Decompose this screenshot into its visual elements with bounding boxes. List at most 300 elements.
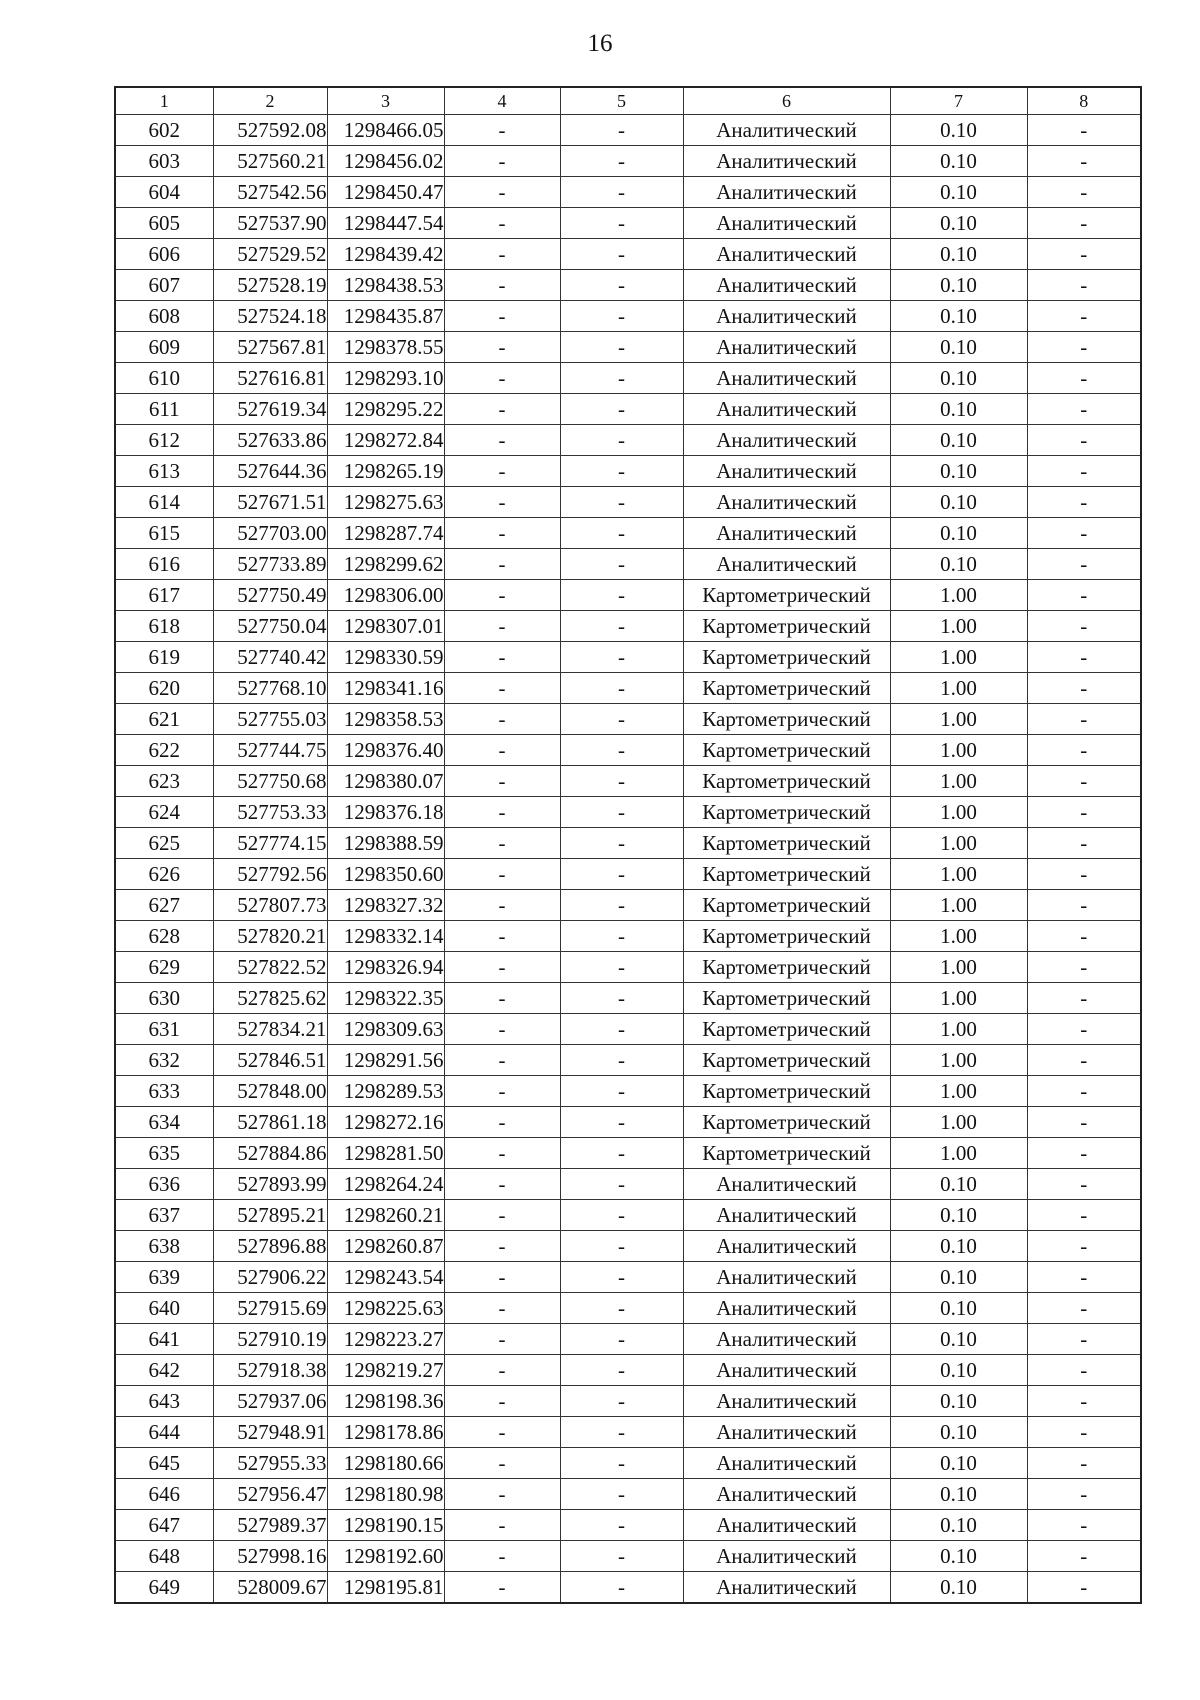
accuracy-cell: 1.00 bbox=[890, 642, 1027, 673]
method-cell: Аналитический bbox=[683, 1355, 890, 1386]
x-coordinate-cell: 527750.49 bbox=[213, 580, 327, 611]
column-5-cell: - bbox=[560, 642, 683, 673]
column-4-cell: - bbox=[444, 859, 560, 890]
column-4-cell: - bbox=[444, 1510, 560, 1541]
table-row bbox=[115, 1479, 1141, 1510]
accuracy-cell: 0.10 bbox=[890, 146, 1027, 177]
method-cell: Аналитический bbox=[683, 208, 890, 239]
accuracy-cell: 1.00 bbox=[890, 1107, 1027, 1138]
method-cell: Картометрический bbox=[683, 859, 890, 890]
column-8-cell: - bbox=[1027, 1200, 1141, 1231]
column-5-cell: - bbox=[560, 394, 683, 425]
method-cell: Аналитический bbox=[683, 363, 890, 394]
method-cell: Аналитический bbox=[683, 1572, 890, 1604]
column-4-cell: - bbox=[444, 890, 560, 921]
y-coordinate-cell: 1298466.05 bbox=[327, 115, 444, 146]
column-5-cell: - bbox=[560, 363, 683, 394]
column-4-cell: - bbox=[444, 1231, 560, 1262]
column-4-cell: - bbox=[444, 301, 560, 332]
column-4-cell: - bbox=[444, 115, 560, 146]
table-row bbox=[115, 1293, 1141, 1324]
table-row bbox=[115, 1076, 1141, 1107]
x-coordinate-cell: 527768.10 bbox=[213, 673, 327, 704]
table-row bbox=[115, 766, 1141, 797]
column-5-cell: - bbox=[560, 766, 683, 797]
column-5-cell: - bbox=[560, 425, 683, 456]
point-number-cell: 604 bbox=[115, 177, 213, 208]
column-4-cell: - bbox=[444, 1293, 560, 1324]
method-cell: Аналитический bbox=[683, 1293, 890, 1324]
method-cell: Картометрический bbox=[683, 921, 890, 952]
method-cell: Аналитический bbox=[683, 518, 890, 549]
table-row bbox=[115, 952, 1141, 983]
column-8-cell: - bbox=[1027, 673, 1141, 704]
column-5-cell: - bbox=[560, 208, 683, 239]
x-coordinate-cell: 527989.37 bbox=[213, 1510, 327, 1541]
point-number-cell: 626 bbox=[115, 859, 213, 890]
column-8-cell: - bbox=[1027, 1386, 1141, 1417]
y-coordinate-cell: 1298291.56 bbox=[327, 1045, 444, 1076]
method-cell: Аналитический bbox=[683, 1262, 890, 1293]
column-4-cell: - bbox=[444, 208, 560, 239]
table-row bbox=[115, 580, 1141, 611]
column-4-cell: - bbox=[444, 1355, 560, 1386]
point-number-cell: 625 bbox=[115, 828, 213, 859]
method-cell: Аналитический bbox=[683, 1324, 890, 1355]
column-5-cell: - bbox=[560, 890, 683, 921]
column-4-cell: - bbox=[444, 239, 560, 270]
column-4-cell: - bbox=[444, 425, 560, 456]
point-number-cell: 621 bbox=[115, 704, 213, 735]
x-coordinate-cell: 527592.08 bbox=[213, 115, 327, 146]
accuracy-cell: 0.10 bbox=[890, 301, 1027, 332]
column-5-cell: - bbox=[560, 828, 683, 859]
y-coordinate-cell: 1298289.53 bbox=[327, 1076, 444, 1107]
table-row bbox=[115, 642, 1141, 673]
column-4-cell: - bbox=[444, 1107, 560, 1138]
x-coordinate-cell: 527528.19 bbox=[213, 270, 327, 301]
accuracy-cell: 0.10 bbox=[890, 549, 1027, 580]
method-cell: Аналитический bbox=[683, 1479, 890, 1510]
y-coordinate-cell: 1298358.53 bbox=[327, 704, 444, 735]
y-coordinate-cell: 1298380.07 bbox=[327, 766, 444, 797]
point-number-cell: 608 bbox=[115, 301, 213, 332]
accuracy-cell: 0.10 bbox=[890, 1572, 1027, 1604]
column-4-cell: - bbox=[444, 270, 560, 301]
table-row bbox=[115, 1324, 1141, 1355]
method-cell: Картометрический bbox=[683, 704, 890, 735]
point-number-cell: 643 bbox=[115, 1386, 213, 1417]
table-row bbox=[115, 239, 1141, 270]
column-5-cell: - bbox=[560, 1572, 683, 1604]
column-5-cell: - bbox=[560, 1200, 683, 1231]
y-coordinate-cell: 1298265.19 bbox=[327, 456, 444, 487]
column-8-cell: - bbox=[1027, 1169, 1141, 1200]
x-coordinate-cell: 527703.00 bbox=[213, 518, 327, 549]
column-4-cell: - bbox=[444, 1076, 560, 1107]
y-coordinate-cell: 1298306.00 bbox=[327, 580, 444, 611]
x-coordinate-cell: 527848.00 bbox=[213, 1076, 327, 1107]
accuracy-cell: 1.00 bbox=[890, 580, 1027, 611]
x-coordinate-cell: 527910.19 bbox=[213, 1324, 327, 1355]
y-coordinate-cell: 1298192.60 bbox=[327, 1541, 444, 1572]
column-5-cell: - bbox=[560, 952, 683, 983]
y-coordinate-cell: 1298435.87 bbox=[327, 301, 444, 332]
column-5-cell: - bbox=[560, 1014, 683, 1045]
point-number-cell: 611 bbox=[115, 394, 213, 425]
table-row bbox=[115, 549, 1141, 580]
column-4-cell: - bbox=[444, 704, 560, 735]
accuracy-cell: 1.00 bbox=[890, 704, 1027, 735]
column-4-cell: - bbox=[444, 642, 560, 673]
accuracy-cell: 1.00 bbox=[890, 1138, 1027, 1169]
column-5-cell: - bbox=[560, 1262, 683, 1293]
accuracy-cell: 1.00 bbox=[890, 735, 1027, 766]
y-coordinate-cell: 1298260.21 bbox=[327, 1200, 444, 1231]
y-coordinate-cell: 1298281.50 bbox=[327, 1138, 444, 1169]
x-coordinate-cell: 527956.47 bbox=[213, 1479, 327, 1510]
method-cell: Картометрический bbox=[683, 735, 890, 766]
table-row bbox=[115, 1262, 1141, 1293]
accuracy-cell: 0.10 bbox=[890, 239, 1027, 270]
column-8-cell: - bbox=[1027, 518, 1141, 549]
point-number-cell: 615 bbox=[115, 518, 213, 549]
method-cell: Аналитический bbox=[683, 1541, 890, 1572]
accuracy-cell: 1.00 bbox=[890, 828, 1027, 859]
column-8-cell: - bbox=[1027, 704, 1141, 735]
accuracy-cell: 0.10 bbox=[890, 1448, 1027, 1479]
point-number-cell: 635 bbox=[115, 1138, 213, 1169]
method-cell: Картометрический bbox=[683, 673, 890, 704]
point-number-cell: 614 bbox=[115, 487, 213, 518]
accuracy-cell: 1.00 bbox=[890, 983, 1027, 1014]
column-5-cell: - bbox=[560, 1386, 683, 1417]
column-header-5: 5 bbox=[560, 87, 683, 115]
point-number-cell: 638 bbox=[115, 1231, 213, 1262]
method-cell: Аналитический bbox=[683, 239, 890, 270]
x-coordinate-cell: 527560.21 bbox=[213, 146, 327, 177]
x-coordinate-cell: 527834.21 bbox=[213, 1014, 327, 1045]
column-4-cell: - bbox=[444, 1138, 560, 1169]
y-coordinate-cell: 1298272.84 bbox=[327, 425, 444, 456]
y-coordinate-cell: 1298341.16 bbox=[327, 673, 444, 704]
table-header-row bbox=[115, 87, 1141, 115]
point-number-cell: 629 bbox=[115, 952, 213, 983]
column-8-cell: - bbox=[1027, 549, 1141, 580]
accuracy-cell: 0.10 bbox=[890, 1541, 1027, 1572]
y-coordinate-cell: 1298376.18 bbox=[327, 797, 444, 828]
method-cell: Картометрический bbox=[683, 1076, 890, 1107]
y-coordinate-cell: 1298219.27 bbox=[327, 1355, 444, 1386]
point-number-cell: 640 bbox=[115, 1293, 213, 1324]
column-8-cell: - bbox=[1027, 208, 1141, 239]
column-5-cell: - bbox=[560, 332, 683, 363]
column-8-cell: - bbox=[1027, 332, 1141, 363]
y-coordinate-cell: 1298198.36 bbox=[327, 1386, 444, 1417]
method-cell: Картометрический bbox=[683, 1107, 890, 1138]
column-4-cell: - bbox=[444, 952, 560, 983]
column-8-cell: - bbox=[1027, 1107, 1141, 1138]
accuracy-cell: 0.10 bbox=[890, 1169, 1027, 1200]
point-number-cell: 607 bbox=[115, 270, 213, 301]
column-header-1: 1 bbox=[115, 87, 213, 115]
x-coordinate-cell: 527744.75 bbox=[213, 735, 327, 766]
column-4-cell: - bbox=[444, 921, 560, 952]
column-8-cell: - bbox=[1027, 270, 1141, 301]
x-coordinate-cell: 527998.16 bbox=[213, 1541, 327, 1572]
column-8-cell: - bbox=[1027, 642, 1141, 673]
column-8-cell: - bbox=[1027, 797, 1141, 828]
column-5-cell: - bbox=[560, 177, 683, 208]
x-coordinate-cell: 527750.04 bbox=[213, 611, 327, 642]
table-row bbox=[115, 208, 1141, 239]
point-number-cell: 624 bbox=[115, 797, 213, 828]
table-row bbox=[115, 394, 1141, 425]
point-number-cell: 631 bbox=[115, 1014, 213, 1045]
column-8-cell: - bbox=[1027, 580, 1141, 611]
column-5-cell: - bbox=[560, 1045, 683, 1076]
accuracy-cell: 1.00 bbox=[890, 673, 1027, 704]
point-number-cell: 644 bbox=[115, 1417, 213, 1448]
column-4-cell: - bbox=[444, 1200, 560, 1231]
y-coordinate-cell: 1298439.42 bbox=[327, 239, 444, 270]
table-row bbox=[115, 332, 1141, 363]
x-coordinate-cell: 527893.99 bbox=[213, 1169, 327, 1200]
table-row bbox=[115, 1541, 1141, 1572]
column-8-cell: - bbox=[1027, 146, 1141, 177]
accuracy-cell: 1.00 bbox=[890, 1045, 1027, 1076]
x-coordinate-cell: 527755.03 bbox=[213, 704, 327, 735]
column-8-cell: - bbox=[1027, 952, 1141, 983]
column-5-cell: - bbox=[560, 1479, 683, 1510]
column-8-cell: - bbox=[1027, 859, 1141, 890]
y-coordinate-cell: 1298327.32 bbox=[327, 890, 444, 921]
method-cell: Аналитический bbox=[683, 549, 890, 580]
x-coordinate-cell: 527567.81 bbox=[213, 332, 327, 363]
method-cell: Аналитический bbox=[683, 115, 890, 146]
column-4-cell: - bbox=[444, 1324, 560, 1355]
point-number-cell: 606 bbox=[115, 239, 213, 270]
method-cell: Картометрический bbox=[683, 952, 890, 983]
y-coordinate-cell: 1298330.59 bbox=[327, 642, 444, 673]
point-number-cell: 646 bbox=[115, 1479, 213, 1510]
method-cell: Аналитический bbox=[683, 456, 890, 487]
x-coordinate-cell: 527896.88 bbox=[213, 1231, 327, 1262]
accuracy-cell: 0.10 bbox=[890, 1386, 1027, 1417]
table-row bbox=[115, 1138, 1141, 1169]
column-5-cell: - bbox=[560, 1076, 683, 1107]
method-cell: Аналитический bbox=[683, 394, 890, 425]
column-4-cell: - bbox=[444, 1014, 560, 1045]
x-coordinate-cell: 527820.21 bbox=[213, 921, 327, 952]
column-header-8: 8 bbox=[1027, 87, 1141, 115]
table-row bbox=[115, 1417, 1141, 1448]
accuracy-cell: 0.10 bbox=[890, 394, 1027, 425]
column-8-cell: - bbox=[1027, 1479, 1141, 1510]
accuracy-cell: 0.10 bbox=[890, 177, 1027, 208]
table-row bbox=[115, 735, 1141, 766]
column-8-cell: - bbox=[1027, 363, 1141, 394]
table-row bbox=[115, 1014, 1141, 1045]
point-number-cell: 637 bbox=[115, 1200, 213, 1231]
y-coordinate-cell: 1298195.81 bbox=[327, 1572, 444, 1604]
y-coordinate-cell: 1298326.94 bbox=[327, 952, 444, 983]
x-coordinate-cell: 527537.90 bbox=[213, 208, 327, 239]
column-4-cell: - bbox=[444, 549, 560, 580]
column-5-cell: - bbox=[560, 1355, 683, 1386]
y-coordinate-cell: 1298309.63 bbox=[327, 1014, 444, 1045]
point-number-cell: 618 bbox=[115, 611, 213, 642]
column-4-cell: - bbox=[444, 363, 560, 394]
table-row bbox=[115, 518, 1141, 549]
point-number-cell: 649 bbox=[115, 1572, 213, 1604]
x-coordinate-cell: 527822.52 bbox=[213, 952, 327, 983]
point-number-cell: 617 bbox=[115, 580, 213, 611]
x-coordinate-cell: 527792.56 bbox=[213, 859, 327, 890]
table-row bbox=[115, 1169, 1141, 1200]
point-number-cell: 633 bbox=[115, 1076, 213, 1107]
column-5-cell: - bbox=[560, 239, 683, 270]
y-coordinate-cell: 1298350.60 bbox=[327, 859, 444, 890]
table-row bbox=[115, 177, 1141, 208]
accuracy-cell: 0.10 bbox=[890, 363, 1027, 394]
y-coordinate-cell: 1298293.10 bbox=[327, 363, 444, 394]
table-row bbox=[115, 828, 1141, 859]
accuracy-cell: 0.10 bbox=[890, 1262, 1027, 1293]
method-cell: Картометрический bbox=[683, 1014, 890, 1045]
column-8-cell: - bbox=[1027, 1262, 1141, 1293]
accuracy-cell: 1.00 bbox=[890, 890, 1027, 921]
method-cell: Аналитический bbox=[683, 1169, 890, 1200]
column-4-cell: - bbox=[444, 487, 560, 518]
accuracy-cell: 1.00 bbox=[890, 859, 1027, 890]
column-4-cell: - bbox=[444, 1479, 560, 1510]
table-row bbox=[115, 704, 1141, 735]
accuracy-cell: 0.10 bbox=[890, 1231, 1027, 1262]
accuracy-cell: 0.10 bbox=[890, 270, 1027, 301]
x-coordinate-cell: 527633.86 bbox=[213, 425, 327, 456]
accuracy-cell: 0.10 bbox=[890, 1479, 1027, 1510]
x-coordinate-cell: 527733.89 bbox=[213, 549, 327, 580]
method-cell: Картометрический bbox=[683, 611, 890, 642]
column-4-cell: - bbox=[444, 1169, 560, 1200]
y-coordinate-cell: 1298376.40 bbox=[327, 735, 444, 766]
column-8-cell: - bbox=[1027, 890, 1141, 921]
column-5-cell: - bbox=[560, 301, 683, 332]
method-cell: Картометрический bbox=[683, 828, 890, 859]
table-row bbox=[115, 1386, 1141, 1417]
column-4-cell: - bbox=[444, 1386, 560, 1417]
column-4-cell: - bbox=[444, 1045, 560, 1076]
table-row bbox=[115, 1231, 1141, 1262]
point-number-cell: 634 bbox=[115, 1107, 213, 1138]
accuracy-cell: 1.00 bbox=[890, 766, 1027, 797]
column-8-cell: - bbox=[1027, 983, 1141, 1014]
method-cell: Аналитический bbox=[683, 177, 890, 208]
table-row bbox=[115, 673, 1141, 704]
accuracy-cell: 0.10 bbox=[890, 208, 1027, 239]
method-cell: Картометрический bbox=[683, 642, 890, 673]
column-5-cell: - bbox=[560, 1417, 683, 1448]
point-number-cell: 603 bbox=[115, 146, 213, 177]
table-row bbox=[115, 611, 1141, 642]
column-8-cell: - bbox=[1027, 766, 1141, 797]
column-5-cell: - bbox=[560, 549, 683, 580]
column-4-cell: - bbox=[444, 1448, 560, 1479]
column-4-cell: - bbox=[444, 394, 560, 425]
column-5-cell: - bbox=[560, 1541, 683, 1572]
y-coordinate-cell: 1298322.35 bbox=[327, 983, 444, 1014]
method-cell: Картометрический bbox=[683, 1138, 890, 1169]
column-4-cell: - bbox=[444, 518, 560, 549]
column-4-cell: - bbox=[444, 146, 560, 177]
column-8-cell: - bbox=[1027, 735, 1141, 766]
column-5-cell: - bbox=[560, 797, 683, 828]
column-5-cell: - bbox=[560, 704, 683, 735]
y-coordinate-cell: 1298190.15 bbox=[327, 1510, 444, 1541]
column-4-cell: - bbox=[444, 828, 560, 859]
column-4-cell: - bbox=[444, 1417, 560, 1448]
method-cell: Картометрический bbox=[683, 983, 890, 1014]
column-5-cell: - bbox=[560, 146, 683, 177]
y-coordinate-cell: 1298299.62 bbox=[327, 549, 444, 580]
y-coordinate-cell: 1298225.63 bbox=[327, 1293, 444, 1324]
method-cell: Аналитический bbox=[683, 487, 890, 518]
method-cell: Картометрический bbox=[683, 797, 890, 828]
method-cell: Картометрический bbox=[683, 890, 890, 921]
point-number-cell: 642 bbox=[115, 1355, 213, 1386]
column-5-cell: - bbox=[560, 1231, 683, 1262]
column-5-cell: - bbox=[560, 1138, 683, 1169]
table-row bbox=[115, 1448, 1141, 1479]
column-header-7: 7 bbox=[890, 87, 1027, 115]
method-cell: Аналитический bbox=[683, 1448, 890, 1479]
column-8-cell: - bbox=[1027, 1541, 1141, 1572]
column-4-cell: - bbox=[444, 983, 560, 1014]
method-cell: Картометрический bbox=[683, 580, 890, 611]
table-row bbox=[115, 797, 1141, 828]
column-8-cell: - bbox=[1027, 828, 1141, 859]
column-8-cell: - bbox=[1027, 1293, 1141, 1324]
y-coordinate-cell: 1298223.27 bbox=[327, 1324, 444, 1355]
y-coordinate-cell: 1298456.02 bbox=[327, 146, 444, 177]
table-row bbox=[115, 146, 1141, 177]
accuracy-cell: 0.10 bbox=[890, 332, 1027, 363]
x-coordinate-cell: 527937.06 bbox=[213, 1386, 327, 1417]
x-coordinate-cell: 527807.73 bbox=[213, 890, 327, 921]
accuracy-cell: 0.10 bbox=[890, 1200, 1027, 1231]
column-4-cell: - bbox=[444, 1541, 560, 1572]
point-number-cell: 636 bbox=[115, 1169, 213, 1200]
y-coordinate-cell: 1298447.54 bbox=[327, 208, 444, 239]
column-5-cell: - bbox=[560, 1324, 683, 1355]
y-coordinate-cell: 1298332.14 bbox=[327, 921, 444, 952]
accuracy-cell: 0.10 bbox=[890, 456, 1027, 487]
x-coordinate-cell: 528009.67 bbox=[213, 1572, 327, 1604]
column-5-cell: - bbox=[560, 580, 683, 611]
x-coordinate-cell: 527740.42 bbox=[213, 642, 327, 673]
column-5-cell: - bbox=[560, 487, 683, 518]
column-4-cell: - bbox=[444, 673, 560, 704]
column-5-cell: - bbox=[560, 115, 683, 146]
accuracy-cell: 1.00 bbox=[890, 797, 1027, 828]
column-4-cell: - bbox=[444, 797, 560, 828]
column-4-cell: - bbox=[444, 580, 560, 611]
column-5-cell: - bbox=[560, 518, 683, 549]
point-number-cell: 628 bbox=[115, 921, 213, 952]
y-coordinate-cell: 1298287.74 bbox=[327, 518, 444, 549]
x-coordinate-cell: 527948.91 bbox=[213, 1417, 327, 1448]
